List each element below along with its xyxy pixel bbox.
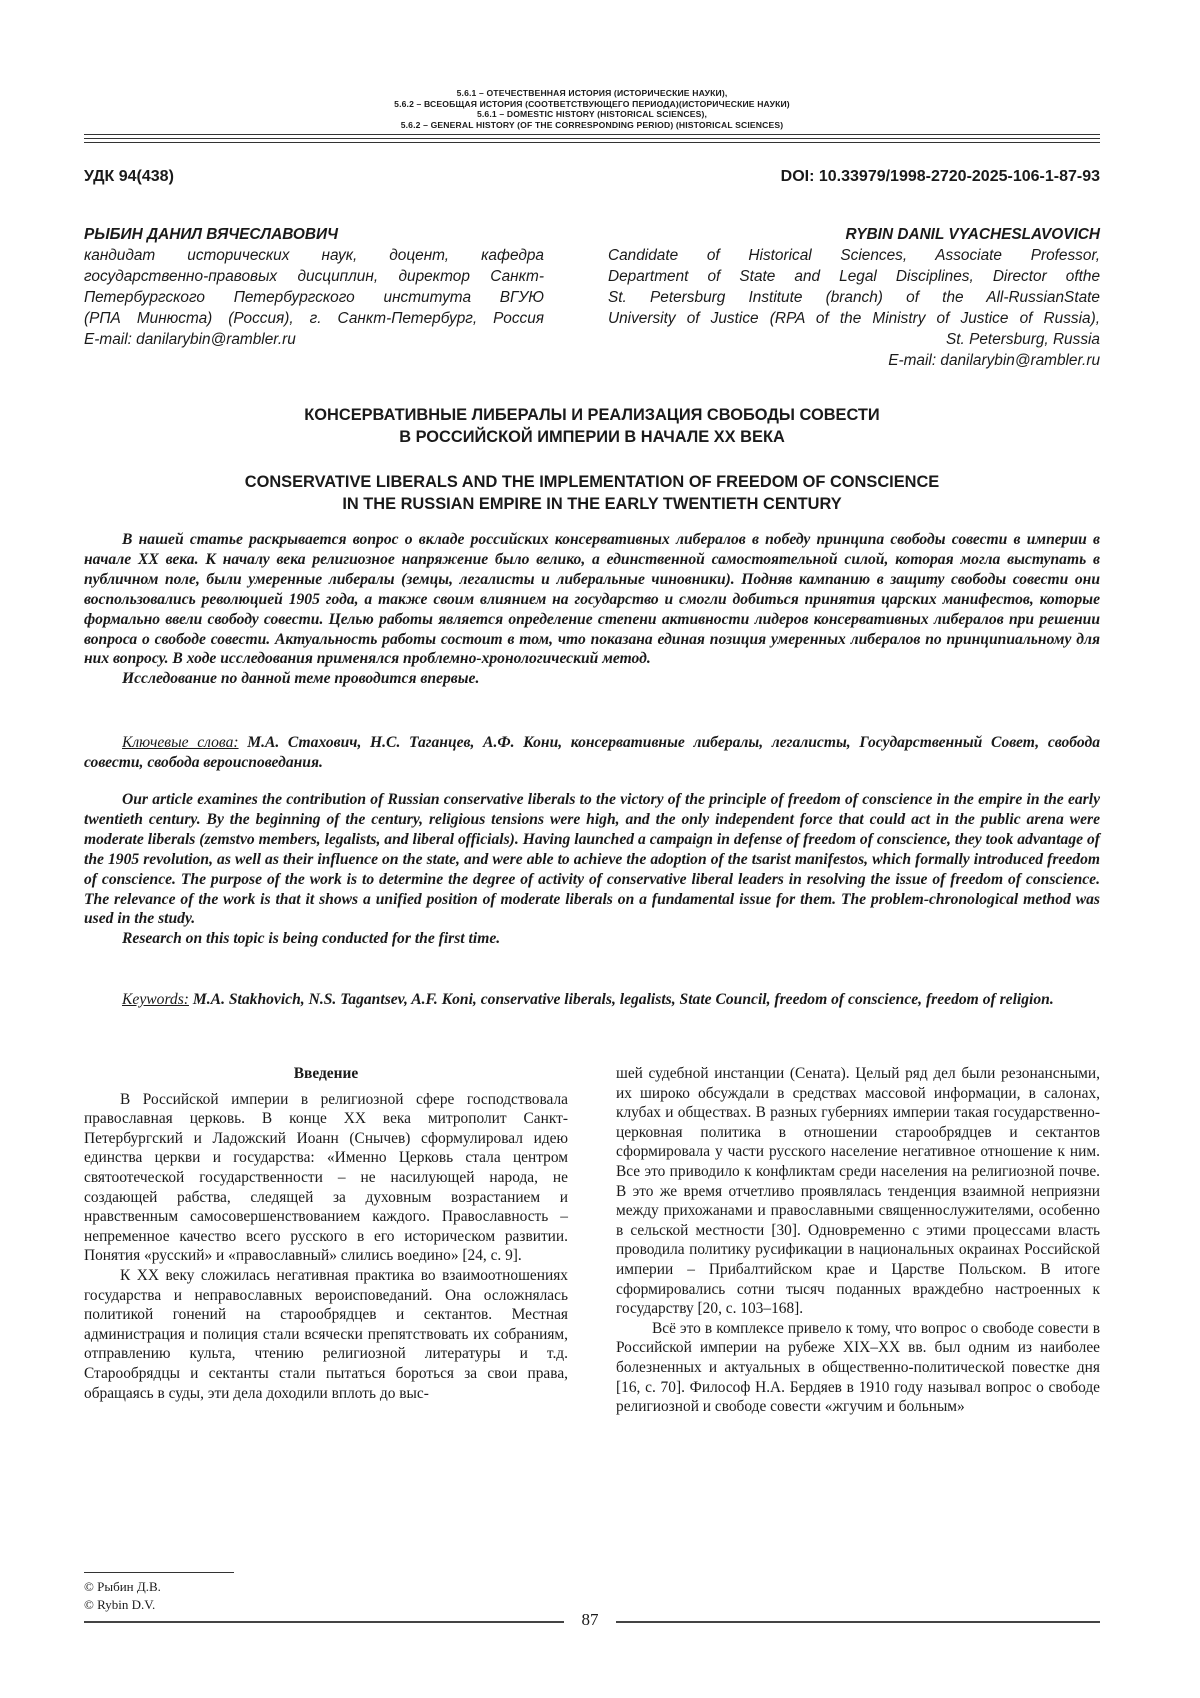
body-paragraph: Всё это в комплексе привело к тому, что вопрос о свободе совести в Российской империи на рубеже XIX–XX вв. был одним из наиболее болезненных и актуальных в общественно-политической повестке дня [16, с. 70]. Философ Н.А. Бердяев в 1910 году называл вопрос о свободе религиозной и свободе совести «жгучим и больным» [616,1319,1100,1416]
section-heading: Введение [293,1065,359,1082]
author-affiliation-line: (РПА Минюста) (Россия), г. Санкт-Петербург, Россия [84,310,544,327]
author-affiliation-line: Candidate of Historical Sciences, Associate Professor, [608,247,1100,264]
header-rule [84,138,1100,139]
title-line: IN THE RUSSIAN EMPIRE IN THE EARLY TWENTIETH CENTURY [342,495,842,513]
body-column-left [84,1064,568,1403]
author-name-en: RYBIN DANIL VYACHESLAVOVICH [845,226,1100,243]
abstract-paragraph: Исследование по данной теме проводится впервые. [122,670,480,688]
body-paragraph: В Российской империи в религиозной сфере господствовала православная церковь. В конце XX века митрополит Санкт-Петербургский и Ладожский Иоанн (Снычев) сформулировал идею единства церкви и государства: «Именно Церковь стала центром святоотеческой государственности – не насилующей народа, не создающей рабства, следящей за духовным возрастанием и нравственным самосовершенствованием каждого. Православность – непременное качество всего русского в его историческом развитии. Понятия «русский» и «православный» слились воедино» [24, с. 9]. [84,1090,568,1265]
title-line: CONSERVATIVE LIBERALS AND THE IMPLEMENTATION OF FREEDOM OF CONSCIENCE [244,473,940,491]
rubric-line: 5.6.1 – DOMESTIC HISTORY (HISTORICAL SCIENCES), [476,109,708,120]
author-affiliation-line: St. Petersburg, Russia [946,331,1100,348]
author-affiliation-line: Петербургского Петербургского института ВГУЮ [84,289,544,306]
keywords-en [84,990,1100,1010]
author-email-ru: E-mail: danilarybin@rambler.ru [84,331,296,348]
abstract-paragraph: В нашей статье раскрывается вопрос о вкладе российских консервативных либералов в победу принципа свободы совести в империи в начале XX века. К началу века религиозное напряжение было велико, а единственной самостоятельной силой, которая могла выступать в публичном поле, были умеренные либералы (земцы, легалисты и либеральные чиновники). Подняв кампанию в защиту свободы совести они воспользовались революцией 1905 года, а также своим влиянием на государство и смогли добиться принятия царских манифестов, которые формально ввели свободу совести. Целью работы является определение степени активности лидеров консервативных либералов при решении вопроса о свободе совести. Актуальность работы состоит в том, что показана единая позиция умеренных либералов по принципиальному для них вопросу. В ходе исследования применялся проблемно-хронологический метод. [84,531,1100,668]
rubric-line: 5.6.2 – GENERAL HISTORY (OF THE CORRESPONDING PERIOD) (HISTORICAL SCIENCES) [400,119,784,130]
author-email-en: E-mail: danilarybin@rambler.ru [888,352,1100,369]
page-number: 87 [581,1610,599,1629]
author-affiliation-line: кандидат исторических наук, доцент, кафедра [84,247,544,264]
footer-rule [616,1621,1100,1623]
footnote-rule [84,1572,234,1573]
doi: DOI: 10.33979/1998-2720-2025-106-1-87-93 [780,168,1100,185]
rubric-line: 5.6.1 – ОТЕЧЕСТВЕННАЯ ИСТОРИЯ (ИСТОРИЧЕСКИЕ НАУКИ), [456,88,728,98]
author-affiliation-line: St. Petersburg Institute (branch) of the All-RussianState [608,289,1100,306]
footer-rule [84,1621,564,1623]
body-column-right [616,1064,1100,1417]
author-name-ru: РЫБИН ДАНИЛ ВЯЧЕСЛАВОВИЧ [84,226,338,243]
abstract-paragraph: Research on this topic is being conducted for the first time. [122,930,501,948]
keywords-label: Ключевые слова: [122,734,239,751]
author-affiliation-line: Department of State and Legal Disciplines, Director ofthe [608,268,1100,285]
abstract-paragraph: Our article examines the contribution of Russian conservative liberals to the victory of the principle of freedom of conscience in the empire in the early twentieth century. By the beginning of the century, religious tensions were high, and the only independent force that could act in the public arena were moderate liberals (zemstvo members, legalists, and liberal officials). Having launched a campaign in defense of freedom of conscience, they took advantage of the 1905 revolution, as well as their influence on the state, and were able to achieve the adoption of the tsarist manifestos, which formally introduced freedom of conscience. The purpose of the work is to determine the degree of activity of conservative liberal leaders in resolving the issue of freedom of conscience. The relevance of the work is that it shows a unified position of moderate liberals on a fundamental issue for them. The problem-chronological method was used in the study. [84,791,1100,928]
copyright-line: © Rybin D.V. [84,1597,156,1612]
article-title-en [84,471,1100,515]
header-rule [84,134,1100,135]
keywords-ru [84,733,1100,773]
title-line: КОНСЕРВАТИВНЫЕ ЛИБЕРАЛЫ И РЕАЛИЗАЦИЯ СВОБОДЫ СОВЕСТИ [304,406,880,424]
body-paragraph: К XX веку сложилась негативная практика во взаимоотношениях государства и неправославных вероисповеданий. Она осложнялась политикой гонений на старообрядцев и сектантов. Местная администрация и полиция стали всячески препятствовать их собраниям, отправлению культа, чтению религиозной литературы и т.д. Старообрядцы и сектанты стали пытаться бороться за свои права, обращаясь в суды, эти дела доходили вплоть до выс- [84,1266,568,1402]
author-info-en [608,224,1100,371]
copyright-line: © Рыбин Д.В. [84,1579,161,1594]
author-affiliation-line: государственно-правовых дисциплин, директор Санкт- [84,268,544,285]
author-affiliation-line: University of Justice (RPA of the Ministry of Justice of Russia), [608,310,1100,327]
abstract-en [84,790,1100,949]
udk-code: УДК 94(438) [84,168,174,185]
keywords-value: М.А. Стахович, Н.С. Таганцев, А.Ф. Кони, консервативные либералы, легалисты, Государственный Совет, свобода совести, свобода вероисповедания. [84,734,1100,771]
rubric-header [84,88,1100,130]
abstract-ru [84,530,1100,689]
keywords-label: Keywords: [122,991,189,1008]
title-line: В РОССИЙСКОЙ ИМПЕРИИ В НАЧАЛЕ XX ВЕКА [399,428,785,446]
keywords-value: M.A. Stakhovich, N.S. Tagantsev, A.F. Koni, conservative liberals, legalists, State Council, freedom of conscience, freedom of religion. [189,991,1054,1008]
body-paragraph: шей судебной инстанции (Сената). Целый ряд дел были резонансными, их широко обсуждали в средствах массовой информации, в салонах, клубах и обществах. В разных губерниях империи такая государственно-церковная политика в отношении старообрядцев и сектантов сформировала у части русского население негативное отношение к ним. Все это приводило к конфликтам среди населения на религиозной почве. В это же время отчетливо проявлялась тенденция взаимной неприязни между прихожанами и православными священнослужителями, особенно в сельской местности [30]. Одновременно с этими процессами власть проводила политику русификации в национальных окраинах Российской империи – Прибалтийском крае и Царстве Польском. В итоге сформировались сотни тысяч поданных враждебно настроенных к государству [20, с. 103–168]. [616,1065,1100,1318]
rubric-line: 5.6.2 – ВСЕОБЩАЯ ИСТОРИЯ (СООТВЕТСТВУЮЩЕГО ПЕРИОДА)(ИСТОРИЧЕСКИЕ НАУКИ) [394,98,790,109]
article-title-ru [84,404,1100,448]
author-info-ru [84,224,544,350]
copyright-footnotes [84,1578,161,1614]
header-rule [84,142,1100,143]
